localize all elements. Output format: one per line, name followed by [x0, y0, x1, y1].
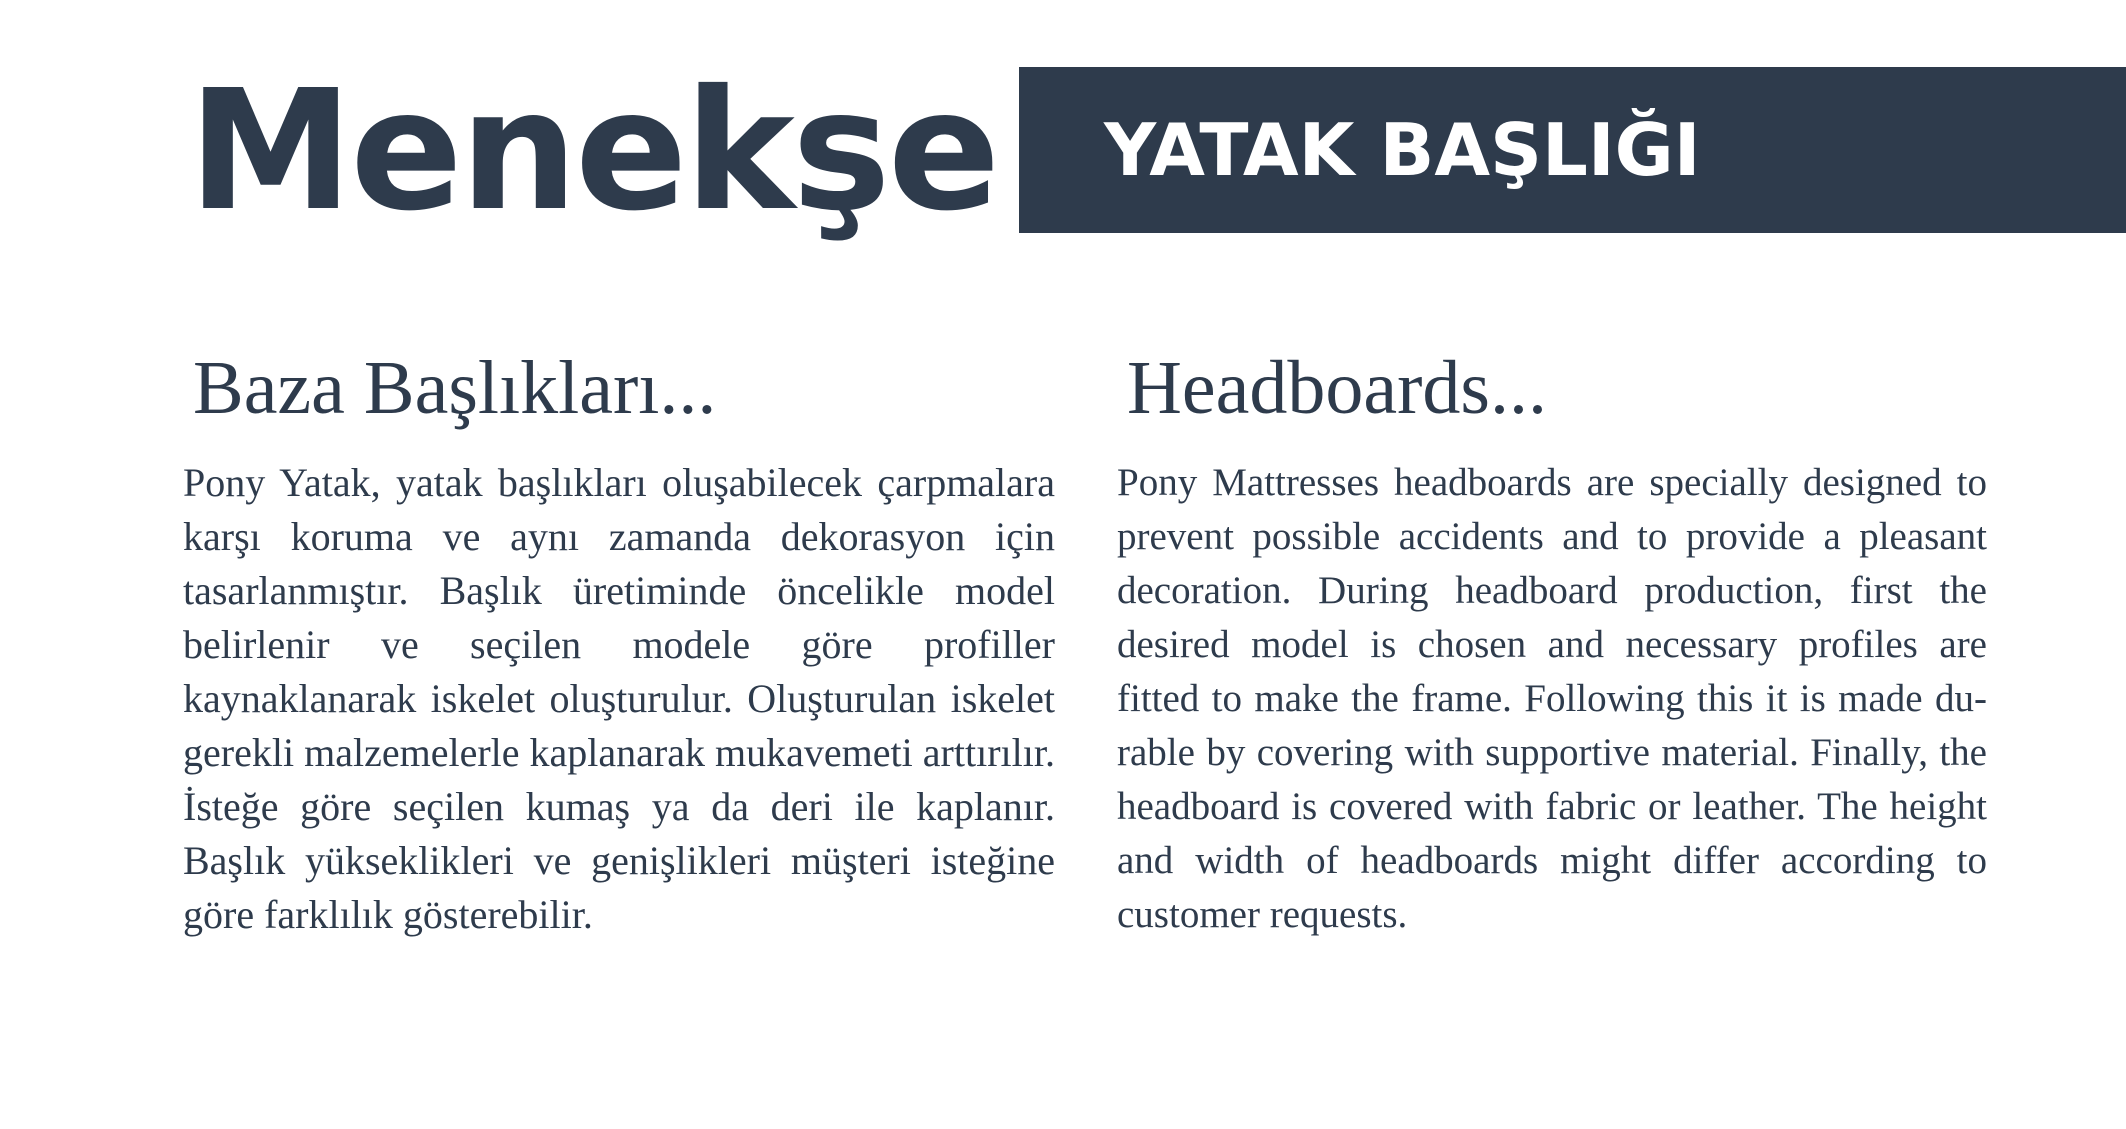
english-heading: Headboards...	[1127, 346, 1547, 430]
english-body: Pony Mattresses headboards are specially designed to prevent possible accidents and to provide a pleasant decoration. During headboard production, first the desired model is chosen and necessary profiles are fitted to make the frame. Following this it is made durable by covering with supportive material. Finally, the headboard is covered with fabric or leather. The height and width of headboards might differ according to customer requests.	[1117, 461, 1987, 936]
brand-title: Menekşe	[188, 55, 998, 248]
turkish-body: Pony Yatak, yatak başlıkları oluşabilecek çarpmalara karşı koruma ve aynı zamanda dekorasyon için tasarlanmıştır. Başlık üretiminde öncelikle model belirlenir ve seçilen modele göre profiller kaynaklanarak iskelet oluşturulur. Oluşturulan iskelet gerekli malzemelerle kaplanarak mukavemeti arttırılır. İsteğe göre seçilen kumaş ya da deri ile kaplanır. Başlık yükseklikleri ve genişlikleri müşteri isteğine göre farklılık gösterebilir.	[183, 460, 1055, 937]
category-label: YATAK BAŞLIĞI	[1104, 108, 1701, 192]
category-banner	[1019, 67, 2126, 233]
turkish-heading: Baza Başlıkları...	[193, 346, 717, 430]
turkish-section	[183, 340, 1055, 942]
english-section	[1117, 340, 1987, 942]
